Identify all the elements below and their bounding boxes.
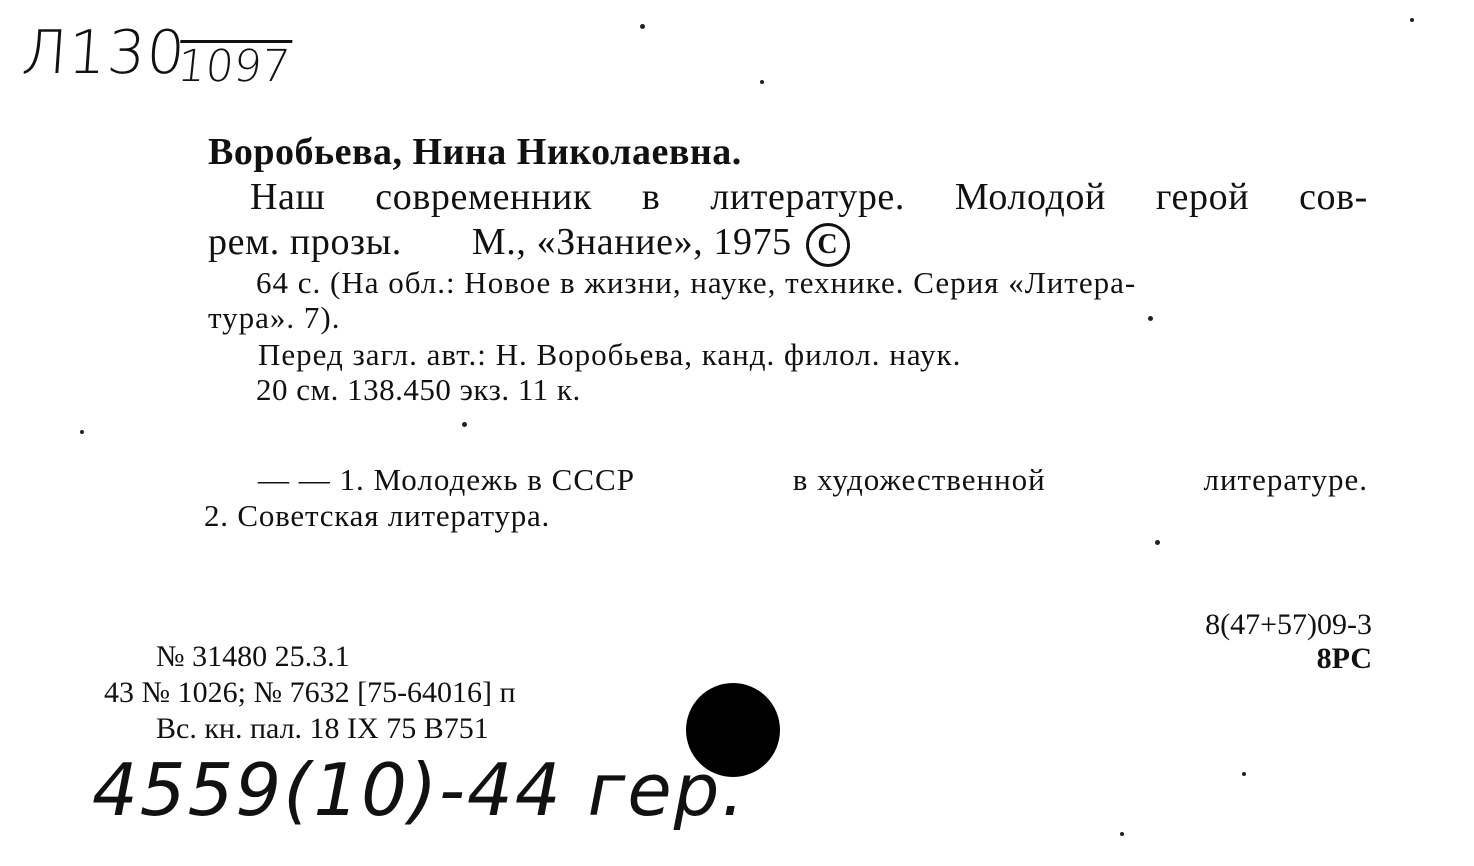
title-word: в: [641, 176, 661, 218]
speck: [1155, 540, 1160, 545]
title-subtitle: рем. прозы.: [208, 221, 402, 263]
collation-line-2: тура». 7).: [208, 300, 341, 335]
handwritten-inventory-number: 4559(10)-44 гер.: [92, 748, 747, 832]
speck: [80, 430, 84, 434]
speck: [1410, 18, 1414, 22]
title-word: сов-: [1299, 176, 1368, 218]
record-number-line-1: № 31480 25.3.1: [156, 640, 350, 673]
subject-part: — — 1. Молодежь в СССР: [258, 462, 635, 497]
title-line-2: [208, 220, 850, 267]
title-word: герой: [1155, 176, 1250, 218]
speck: [462, 422, 467, 427]
title-word: Молодой: [954, 176, 1106, 218]
title-word: литературе.: [710, 176, 905, 218]
collation-line-1: 64 с. (На обл.: Новое в жизни, науке, технике. Серия «Литера-: [256, 265, 1137, 300]
classification-index: 8РС: [1316, 642, 1372, 675]
speck: [1148, 316, 1153, 321]
handwritten-call-number: Л130: [19, 18, 189, 88]
speck: [760, 80, 764, 84]
title-word: Наш: [250, 176, 326, 218]
speck: [1242, 772, 1246, 776]
subject-part: в художественной: [792, 462, 1046, 497]
handwritten-call-fraction: 1097: [175, 41, 293, 92]
subject-line-2: 2. Советская литература.: [204, 498, 551, 533]
record-number-line-2: 43 № 1026; № 7632 [75-64016] п: [104, 676, 516, 709]
title-word: современник: [375, 176, 592, 218]
record-number-line-3: Вс. кн. пал. 18 IX 75 В751: [156, 712, 489, 745]
author-heading: Воробьева, Нина Николаевна.: [208, 131, 742, 173]
speck: [640, 24, 645, 29]
subject-part: литературе.: [1203, 462, 1368, 497]
subject-line-1: [258, 462, 1368, 498]
imprint: М., «Знание», 1975: [471, 221, 792, 263]
title-line-1: [250, 175, 1368, 219]
author-note: Перед загл. авт.: Н. Воробьева, канд. филол. наук.: [258, 337, 962, 372]
speck: [1120, 832, 1124, 836]
copyright-icon: C: [806, 223, 850, 267]
classification-code: 8(47+57)09-3: [1205, 608, 1372, 641]
format-line: 20 см. 138.450 экз. 11 к.: [256, 372, 581, 407]
